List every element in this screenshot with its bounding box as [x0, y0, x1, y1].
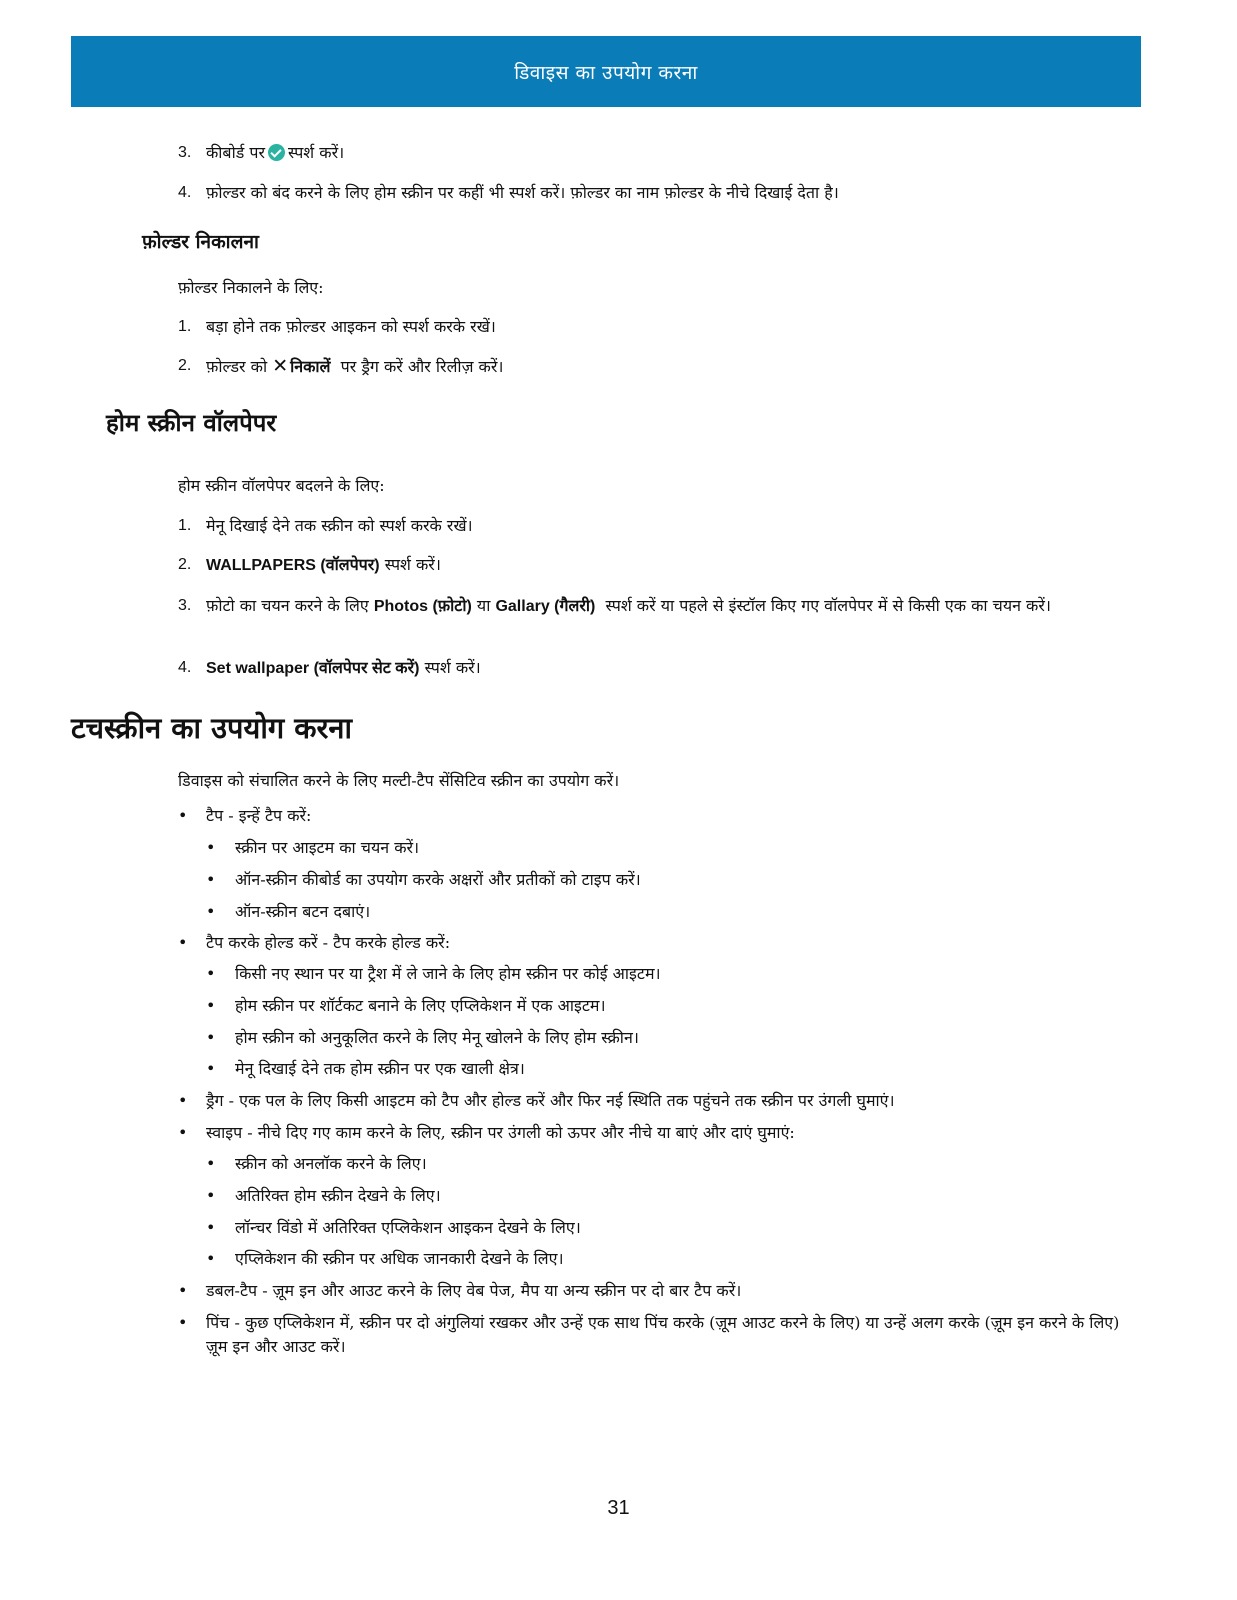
step-text-after: स्पर्श करें। [384, 555, 441, 574]
step-text [206, 141, 344, 165]
checkmark-circle-icon [268, 144, 285, 161]
step-text-after: स्पर्श करें। [424, 658, 481, 677]
step-number: 3. [178, 144, 192, 161]
touchscreen-intro: डिवाइस को संचालित करने के लिए मल्टी-टैप सेंसिटिव स्क्रीन का उपयोग करें। [178, 771, 620, 790]
bullet: • [206, 1154, 216, 1173]
step-text [206, 594, 1141, 619]
step-text-mid: या [476, 596, 491, 615]
step-text-before: फ़ोटो का चयन करने के लिए [206, 596, 369, 615]
step-number: 1. [178, 318, 192, 335]
swipe-label: स्वाइप - नीचे दिए गए काम करने के लिए, स्क्रीन पर उंगली को ऊपर और नीचे या बाएं और दाएं घुमाएं: [206, 1123, 795, 1142]
step-text: फ़ोल्डर को बंद करने के लिए होम स्क्रीन पर कहीं भी स्पर्श करें। फ़ोल्डर का नाम फ़ोल्डर के नीचे दिखाई देता है। [206, 183, 839, 202]
gallery-label: Gallary (गैलरी) [495, 598, 596, 615]
bullet: • [206, 1249, 216, 1268]
list-item: स्क्रीन पर आइटम का चयन करें। [235, 838, 420, 857]
bullet: • [206, 902, 216, 921]
page-number: 31 [607, 1497, 630, 1519]
bullet: • [206, 1186, 216, 1205]
list-item: एप्लिकेशन की स्क्रीन पर अधिक जानकारी देखने के लिए। [235, 1249, 564, 1268]
list-item: ऑन-स्क्रीन बटन दबाएं। [235, 902, 371, 921]
step-text-before: फ़ोल्डर को [206, 357, 268, 376]
bullet: • [206, 870, 216, 889]
remove-x-icon: ✕ [272, 355, 289, 377]
wallpaper-heading: होम स्क्रीन वॉलपेपर [106, 408, 277, 437]
photos-label: Photos (फ़ोटो) [373, 598, 472, 615]
remove-folder-heading: फ़ोल्डर निकालना [142, 231, 259, 253]
list-item: स्क्रीन को अनलॉक करने के लिए। [235, 1154, 427, 1173]
step-text-after: स्पर्श करें। [288, 143, 345, 162]
list-item: लॉन्चर विंडो में अतिरिक्त एप्लिकेशन आइकन देखने के लिए। [235, 1218, 581, 1237]
remove-folder-intro: फ़ोल्डर निकालने के लिए: [178, 278, 324, 297]
bullet: • [206, 996, 216, 1015]
list-item: होम स्क्रीन पर शॉर्टकट बनाने के लिए एप्लिकेशन में एक आइटम। [235, 996, 606, 1015]
step-text [206, 553, 441, 578]
step-number: 4. [178, 659, 192, 676]
remove-label: निकालें [290, 359, 331, 376]
step-text [206, 354, 503, 380]
bullet: • [206, 1218, 216, 1237]
bullet: • [206, 1028, 216, 1047]
pinch-text: पिंच - कुछ एप्लिकेशन में, स्क्रीन पर दो अंगुलियां रखकर और उन्हें एक साथ पिंच करके (ज़ूम आउट करने के लिए) या उन्हें अलग करके (ज़ूम इन करने के लिए) ज़ूम इन और आउट करें। [206, 1313, 1120, 1356]
list-item: अतिरिक्त होम स्क्रीन देखने के लिए। [235, 1186, 441, 1205]
step-text-after: स्पर्श करें या पहले से इंस्टॉल किए गए वॉलपेपर में से किसी एक का चयन करें। [605, 596, 1051, 615]
step-text: बड़ा होने तक फ़ोल्डर आइकन को स्पर्श करके रखें। [206, 317, 496, 336]
step-number: 3. [178, 597, 192, 614]
step-text-before: कीबोर्ड पर [206, 143, 265, 162]
step-text [206, 656, 481, 681]
step-text-after: पर ड्रैग करें और रिलीज़ करें। [340, 357, 504, 376]
bullet: • [178, 1123, 188, 1142]
drag-text: ड्रैग - एक पल के लिए किसी आइटम को टैप और होल्ड करें और फिर नई स्थिति तक पहुंचने तक स्क्रीन पर उंगली घुमाएं। [206, 1091, 895, 1110]
hold-label: टैप करके होल्ड करें - टैप करके होल्ड करें: [206, 933, 451, 952]
bullet: • [178, 933, 188, 952]
step-number: 2. [178, 357, 192, 374]
bullet: • [178, 1281, 188, 1300]
bullet: • [206, 1059, 216, 1078]
bullet: • [178, 1313, 188, 1332]
double-tap-text: डबल-टैप - ज़ूम इन और आउट करने के लिए वेब पेज, मैप या अन्य स्क्रीन पर दो बार टैप करें। [206, 1281, 742, 1300]
wallpaper-intro: होम स्क्रीन वॉलपेपर बदलने के लिए: [178, 476, 385, 495]
touchscreen-heading: टचस्क्रीन का उपयोग करना [71, 711, 353, 745]
bullet: • [178, 806, 188, 825]
tap-label: टैप - इन्हें टैप करें: [206, 806, 312, 825]
bullet: • [178, 1091, 188, 1110]
step-number: 4. [178, 184, 192, 201]
list-item: मेनू दिखाई देने तक होम स्क्रीन पर एक खाली क्षेत्र। [235, 1059, 525, 1078]
header-title: डिवाइस का उपयोग करना [514, 61, 698, 84]
bullet: • [206, 964, 216, 983]
step-number: 2. [178, 556, 192, 573]
step-text: मेनू दिखाई देने तक स्क्रीन को स्पर्श करके रखें। [206, 516, 473, 535]
list-item: होम स्क्रीन को अनुकूलित करने के लिए मेनू खोलने के लिए होम स्क्रीन। [235, 1028, 639, 1047]
list-item: किसी नए स्थान पर या ट्रैश में ले जाने के लिए होम स्क्रीन पर कोई आइटम। [235, 964, 661, 983]
bullet: • [206, 838, 216, 857]
wallpapers-label: WALLPAPERS (वॉलपेपर) [206, 557, 380, 574]
step-number: 1. [178, 517, 192, 534]
set-wallpaper-label: Set wallpaper (वॉलपेपर सेट करें) [206, 660, 420, 677]
list-item: ऑन-स्क्रीन कीबोर्ड का उपयोग करके अक्षरों और प्रतीकों को टाइप करें। [235, 870, 641, 889]
page-header-banner [71, 36, 1141, 107]
